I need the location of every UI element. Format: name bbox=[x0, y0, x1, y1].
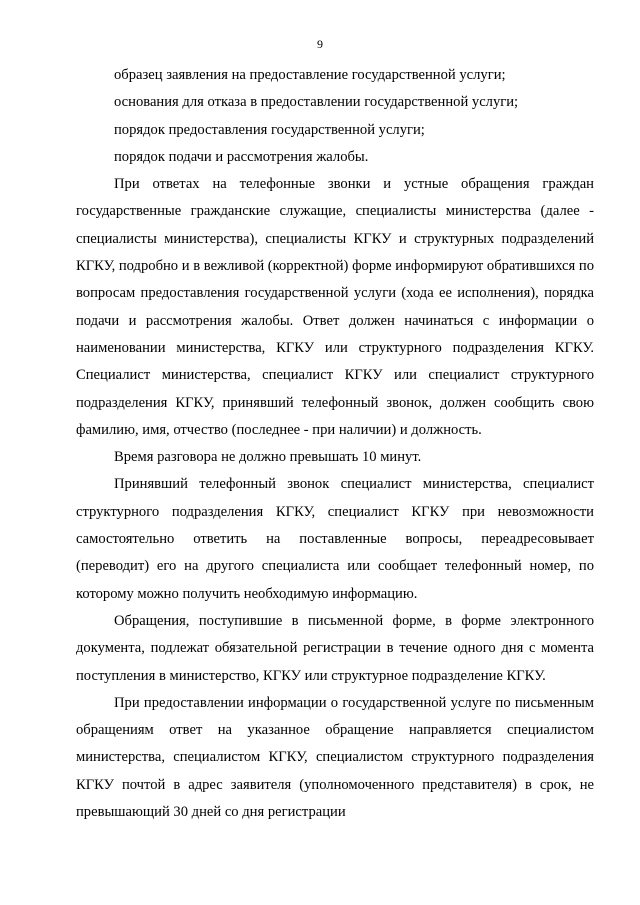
list-item: образец заявления на предоставление государственной услуги; bbox=[114, 67, 506, 83]
paragraph-telephone-calls: При ответах на телефонные звонки и устные обращения граждан государственные гражданские служащие, специалисты министерства (далее - специалисты министерства), специалисты КГКУ и структурных подразделений КГКУ, подробно и в вежливой (корректной) форме информируют обратившихся по вопросам предоставления государственной услуги (хода ее исполнения), порядка подачи и рассмотрения жалобы. Ответ должен начинаться с информации о наименовании министерства, КГКУ или структурного подразделения КГКУ. Специалист министерства, специалист КГКУ или специалист структурного подразделения КГКУ, принявший телефонный звонок, должен сообщить свою фамилию, имя, отчество (последнее - при наличии) и должность. bbox=[76, 176, 594, 438]
list-item: основания для отказа в предоставлении государственной услуги; bbox=[114, 94, 519, 111]
list-item: порядок подачи и рассмотрения жалобы. bbox=[114, 148, 369, 165]
paragraph-written-registration: Обращения, поступившие в письменной форме, в форме электронного документа, подлежат обязательной регистрации в течение одного дня с момента поступления в министерство, КГКУ или структурное подразделение КГКУ. bbox=[76, 612, 594, 684]
document-body bbox=[76, 62, 594, 826]
page-number: 9 bbox=[317, 37, 323, 51]
paragraph-written-response: При предоставлении информации о государственной услуге по письменным обращениям ответ на указанное обращение направляется специалистом министерства, специалистом КГКУ, специалистом структурного подразделения КГКУ почтой в адрес заявителя (уполномоченного представителя) в срок, не превышающий 30 дней со дня регистрации bbox=[76, 694, 594, 821]
paragraph-call-redirect: Принявший телефонный звонок специалист министерства, специалист структурного подразделения КГКУ, специалист КГКУ при невозможности самостоятельно ответить на поставленные вопросы, переадресовывает (переводит) его на другого специалиста или сообщает телефонный номер, по которому можно получить необходимую информацию. bbox=[76, 476, 594, 602]
list-item: порядок предоставления государственной услуги; bbox=[114, 121, 425, 138]
paragraph-call-duration: Время разговора не должно превышать 10 минут. bbox=[114, 449, 422, 466]
